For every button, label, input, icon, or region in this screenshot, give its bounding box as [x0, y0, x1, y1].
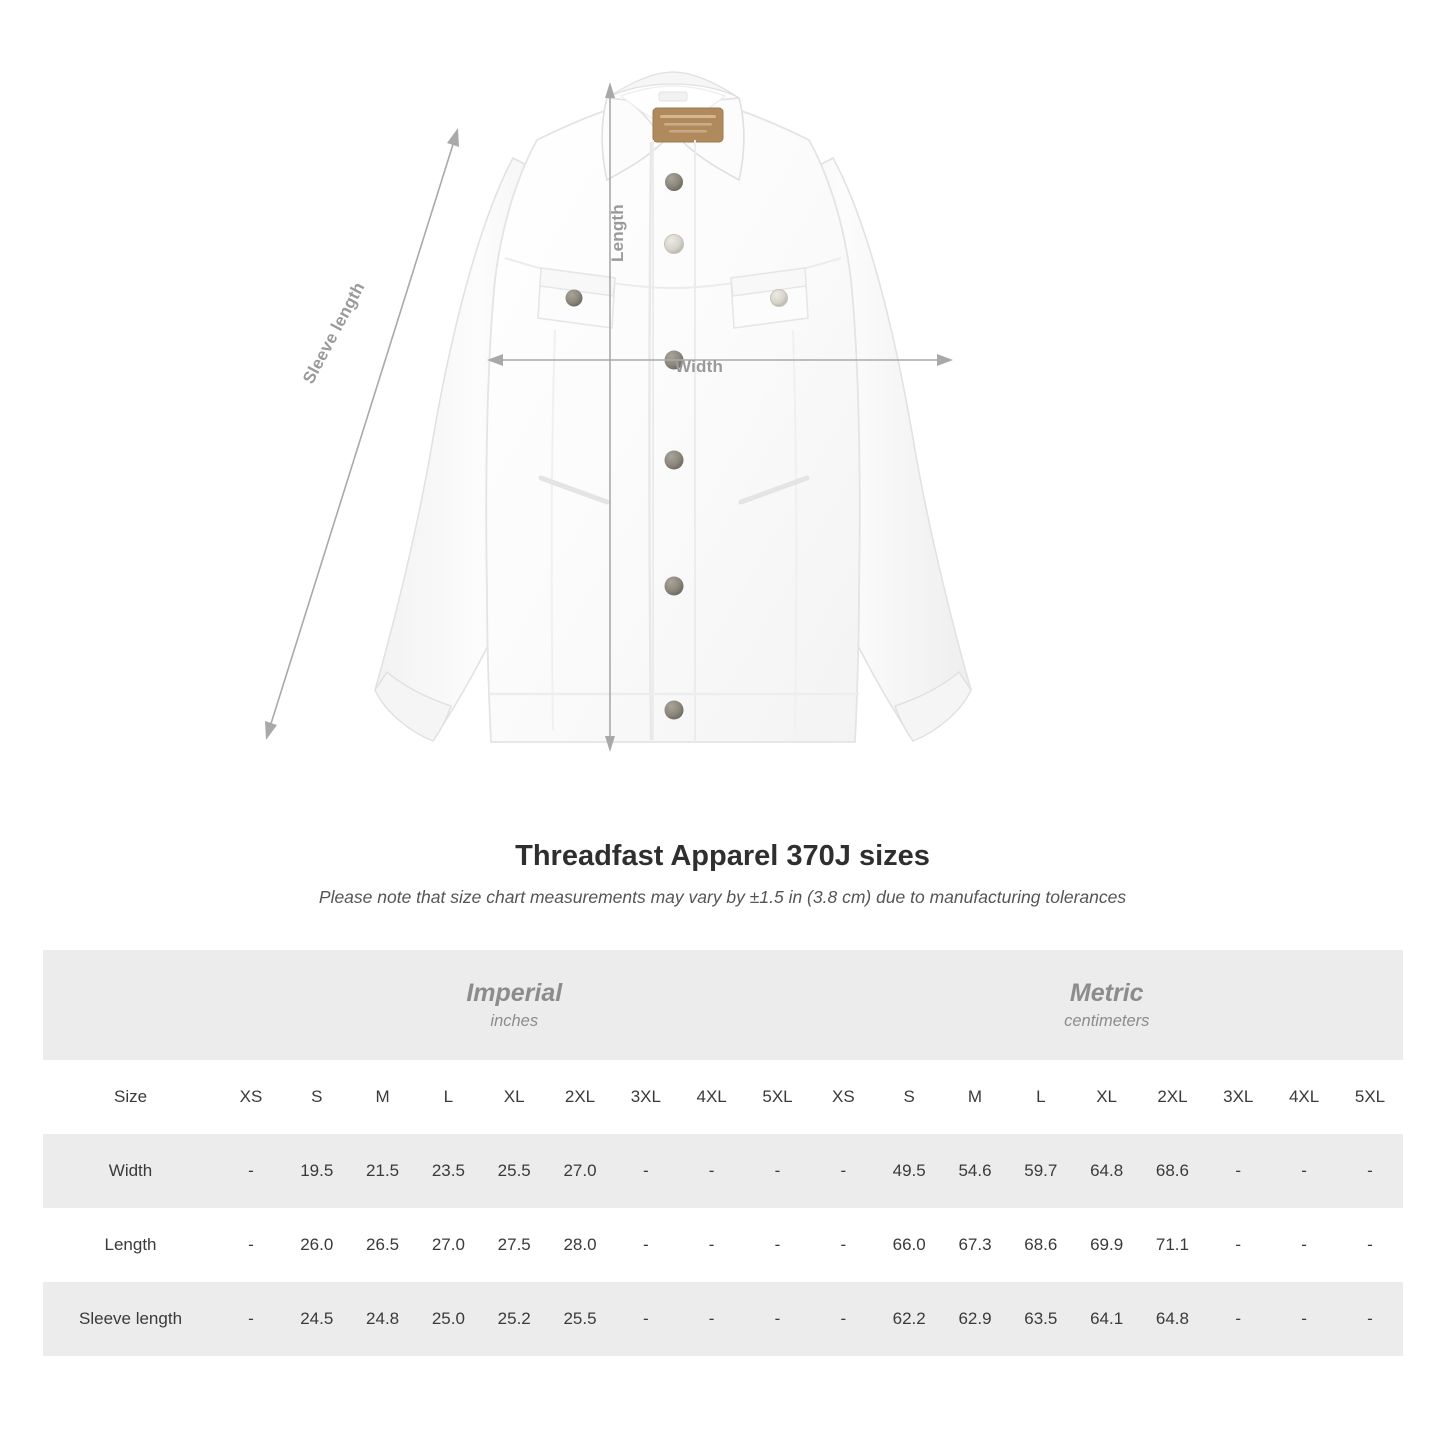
size-col-metric-3xl: 3XL — [1205, 1060, 1271, 1134]
cell-sleeve-metric-s: 62.2 — [876, 1282, 942, 1356]
system-header-metric — [810, 950, 1403, 1060]
cell-width-imperial-xs: - — [218, 1134, 284, 1208]
cell-width-metric-4xl: - — [1271, 1134, 1337, 1208]
cell-length-metric-3xl: - — [1205, 1208, 1271, 1282]
size-col-metric-m: M — [942, 1060, 1008, 1134]
cell-length-imperial-m: 26.5 — [350, 1208, 416, 1282]
size-col-imperial-s: S — [284, 1060, 350, 1134]
cell-length-metric-xl: 69.9 — [1074, 1208, 1140, 1282]
cell-width-imperial-2xl: 27.0 — [547, 1134, 613, 1208]
size-col-metric-xs: XS — [810, 1060, 876, 1134]
cell-width-imperial-s: 19.5 — [284, 1134, 350, 1208]
size-col-metric-s: S — [876, 1060, 942, 1134]
cell-width-imperial-xl: 25.5 — [481, 1134, 547, 1208]
row-label-length: Length — [43, 1208, 218, 1282]
cell-sleeve-imperial-4xl: - — [679, 1282, 745, 1356]
size-col-metric-4xl: 4XL — [1271, 1060, 1337, 1134]
size-col-imperial-5xl: 5XL — [745, 1060, 811, 1134]
cell-sleeve-metric-xs: - — [810, 1282, 876, 1356]
cell-length-metric-2xl: 71.1 — [1140, 1208, 1206, 1282]
size-col-imperial-3xl: 3XL — [613, 1060, 679, 1134]
sleeve-length-measure-label: Sleeve length — [299, 278, 369, 387]
size-col-imperial-xl: XL — [481, 1060, 547, 1134]
cell-sleeve-metric-3xl: - — [1205, 1282, 1271, 1356]
jacket-image — [255, 30, 1090, 790]
cell-length-metric-5xl: - — [1337, 1208, 1403, 1282]
cell-width-imperial-m: 21.5 — [350, 1134, 416, 1208]
cell-width-imperial-l: 23.5 — [415, 1134, 481, 1208]
cell-width-metric-2xl: 68.6 — [1140, 1134, 1206, 1208]
size-col-imperial-m: M — [350, 1060, 416, 1134]
cell-width-metric-xl: 64.8 — [1074, 1134, 1140, 1208]
cell-sleeve-imperial-m: 24.8 — [350, 1282, 416, 1356]
jacket-svg — [255, 30, 1090, 790]
cell-sleeve-metric-l: 63.5 — [1008, 1282, 1074, 1356]
cell-length-imperial-4xl: - — [679, 1208, 745, 1282]
size-col-metric-l: L — [1008, 1060, 1074, 1134]
cell-sleeve-imperial-xl: 25.2 — [481, 1282, 547, 1356]
size-table-wrapper — [43, 950, 1403, 1356]
cell-length-imperial-5xl: - — [745, 1208, 811, 1282]
row-label-sleeve-length: Sleeve length — [43, 1282, 218, 1356]
cell-length-metric-m: 67.3 — [942, 1208, 1008, 1282]
cell-width-metric-m: 54.6 — [942, 1134, 1008, 1208]
cell-width-imperial-5xl: - — [745, 1134, 811, 1208]
size-col-metric-xl: XL — [1074, 1060, 1140, 1134]
cell-length-imperial-xl: 27.5 — [481, 1208, 547, 1282]
size-col-imperial-l: L — [415, 1060, 481, 1134]
system-unit-imperial: inches — [490, 1011, 539, 1030]
cell-sleeve-imperial-xs: - — [218, 1282, 284, 1356]
cell-length-metric-xs: - — [810, 1208, 876, 1282]
cell-length-metric-4xl: - — [1271, 1208, 1337, 1282]
cell-sleeve-metric-m: 62.9 — [942, 1282, 1008, 1356]
cell-length-imperial-l: 27.0 — [415, 1208, 481, 1282]
system-unit-metric: centimeters — [1064, 1011, 1150, 1030]
cell-sleeve-imperial-s: 24.5 — [284, 1282, 350, 1356]
cell-sleeve-imperial-l: 25.0 — [415, 1282, 481, 1356]
cell-width-metric-l: 59.7 — [1008, 1134, 1074, 1208]
cell-length-imperial-2xl: 28.0 — [547, 1208, 613, 1282]
cell-sleeve-imperial-2xl: 25.5 — [547, 1282, 613, 1356]
cell-width-imperial-4xl: - — [679, 1134, 745, 1208]
table-row — [43, 1282, 1403, 1356]
cell-length-metric-l: 68.6 — [1008, 1208, 1074, 1282]
size-header-label: Size — [43, 1060, 218, 1134]
cell-length-imperial-s: 26.0 — [284, 1208, 350, 1282]
cell-length-metric-s: 66.0 — [876, 1208, 942, 1282]
cell-sleeve-metric-5xl: - — [1337, 1282, 1403, 1356]
cell-width-metric-5xl: - — [1337, 1134, 1403, 1208]
title-block — [0, 840, 1445, 908]
cell-sleeve-metric-4xl: - — [1271, 1282, 1337, 1356]
size-header-row — [43, 1060, 1403, 1134]
cell-width-metric-3xl: - — [1205, 1134, 1271, 1208]
system-header-spacer — [43, 950, 218, 1060]
cell-width-imperial-3xl: - — [613, 1134, 679, 1208]
width-measure-label: Width — [675, 357, 724, 376]
table-row — [43, 1134, 1403, 1208]
size-col-imperial-2xl: 2XL — [547, 1060, 613, 1134]
system-header-row — [43, 950, 1403, 1060]
system-name-imperial: Imperial — [466, 979, 563, 1008]
size-col-imperial-xs: XS — [218, 1060, 284, 1134]
cell-length-imperial-3xl: - — [613, 1208, 679, 1282]
page-title: Threadfast Apparel 370J sizes — [515, 840, 930, 872]
size-col-metric-2xl: 2XL — [1140, 1060, 1206, 1134]
cell-width-metric-s: 49.5 — [876, 1134, 942, 1208]
cell-sleeve-metric-xl: 64.1 — [1074, 1282, 1140, 1356]
system-header-imperial — [218, 950, 810, 1060]
size-col-metric-5xl: 5XL — [1337, 1060, 1403, 1134]
cell-sleeve-imperial-5xl: - — [745, 1282, 811, 1356]
length-measure-label: Length — [608, 204, 627, 262]
size-col-imperial-4xl: 4XL — [679, 1060, 745, 1134]
size-table — [43, 950, 1403, 1356]
tolerance-note: Please note that size chart measurements may vary by ±1.5 in (3.8 cm) due to manufacturing tolerances — [318, 887, 1127, 907]
cell-width-metric-xs: - — [810, 1134, 876, 1208]
row-label-width: Width — [43, 1134, 218, 1208]
table-row — [43, 1208, 1403, 1282]
cell-length-imperial-xs: - — [218, 1208, 284, 1282]
system-name-metric: Metric — [1069, 979, 1144, 1008]
cell-sleeve-imperial-3xl: - — [613, 1282, 679, 1356]
cell-sleeve-metric-2xl: 64.8 — [1140, 1282, 1206, 1356]
